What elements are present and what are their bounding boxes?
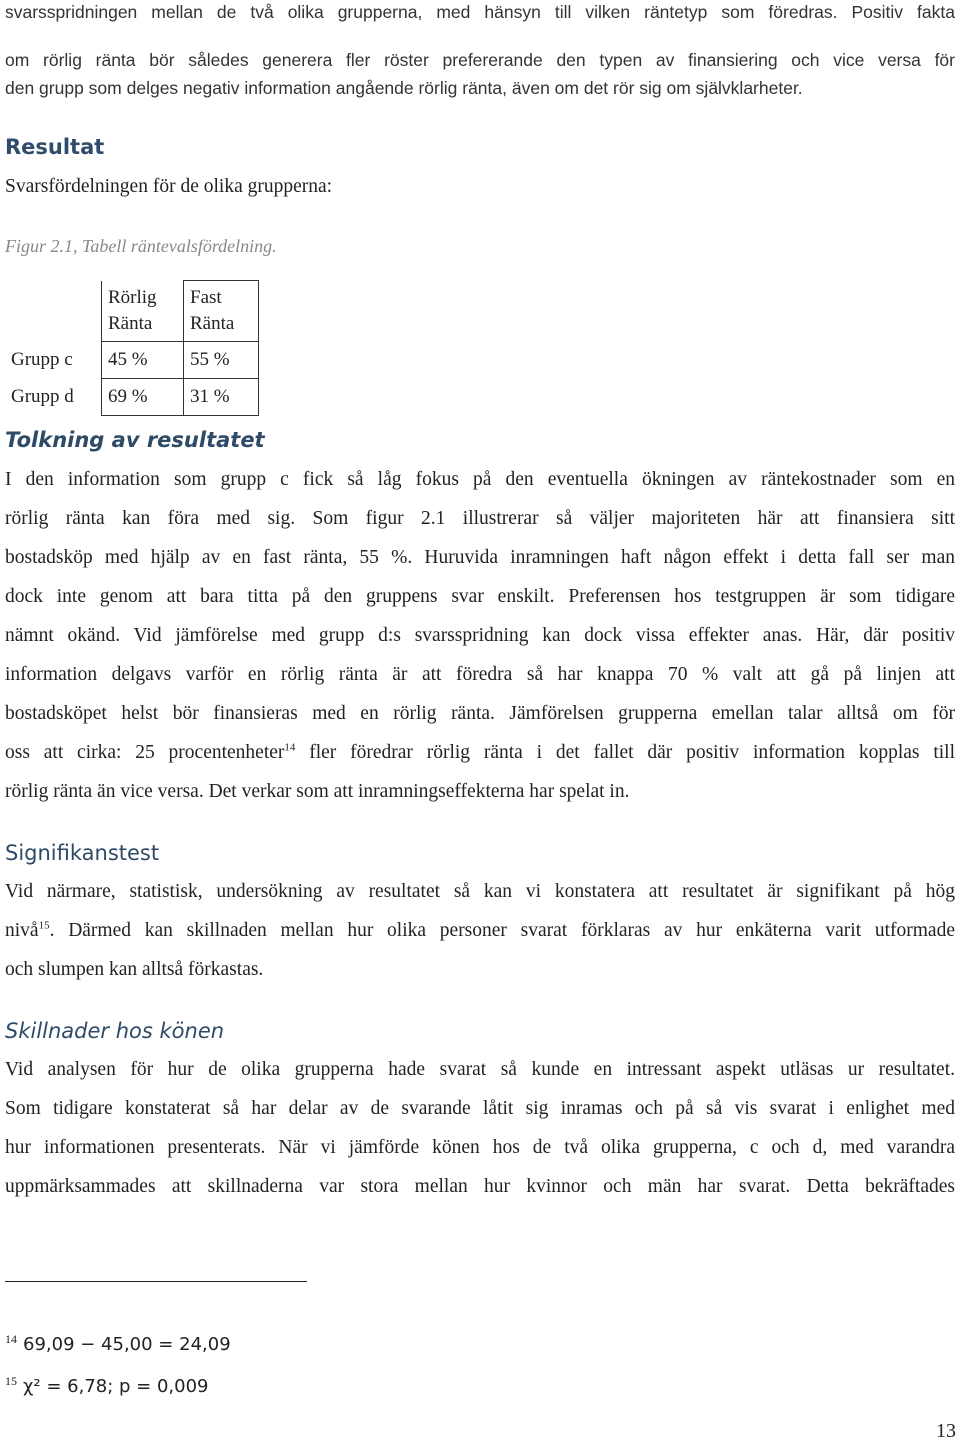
page-number: 13 (936, 1420, 956, 1442)
heading-tolkning: Tolkning av resultatet (5, 428, 265, 452)
column-header-fast (184, 281, 259, 342)
skillnader-line-4: uppmärksammades att skillnaderna var stora mellan hur kvinnor och män har svarat. Detta bekräftades (5, 1176, 955, 1197)
heading-signifikanstest: Signifikanstest (5, 841, 160, 865)
footnote-14-text: 69,09 − 45,00 = 24,09 (23, 1334, 231, 1355)
resultat-subtext: Svarsfördelningen för de olika grupperna: (5, 176, 333, 197)
tolkning-line-3: bostadsköp med hjälp av en fast ränta, 55 %. Huruvida inramningen haft någon effekt i detta fall ser man (5, 547, 955, 568)
footnote-separator (5, 1281, 307, 1282)
row-label-grupp-c: Grupp c (11, 349, 73, 370)
tolkning-line-5: nämnt okänd. Vid jämförelse med grupp d:s svarsspridning kan dock vissa effekter anas. Här, där positiv (5, 625, 955, 646)
tolkning-line-6: information delgavs varför en rörlig ränta är att föredra så har knappa 70 % valt att gå på linjen att (5, 664, 955, 685)
table-row (5, 342, 259, 379)
tolkning-line-1: I den information som grupp c fick så låg fokus på den eventuella ökningen av räntekostnader som en (5, 469, 955, 490)
column-header-rorlig (102, 281, 184, 342)
row-label-grupp-d: Grupp d (11, 386, 74, 407)
tolkning-line-8 (5, 741, 955, 765)
cell-grupp-d-fast: 31 % (184, 379, 259, 416)
rate-choice-table (5, 280, 259, 416)
signifikans-line-2 (5, 919, 955, 943)
table-corner-cell (5, 281, 102, 342)
skillnader-line-3: hur informationen presenterats. När vi jämförde könen hos de två olika grupperna, c och d, med varandra (5, 1137, 955, 1158)
signifikans-line-3: och slumpen kan alltså förkastas. (5, 959, 264, 980)
column-header-fast-line1: Fast (190, 287, 222, 308)
signifikans-line-2-start: nivå (5, 920, 39, 941)
table-header-row (5, 281, 259, 342)
cell-grupp-d-rorlig: 69 % (102, 379, 184, 416)
tolkning-line-2: rörlig ränta kan föra med sig. Som figur 2.1 illustrerar så väljer majoriteten här att finansiera sitt (5, 508, 955, 529)
tolkning-line-4: dock inte genom att bara titta på den gruppens svar enskilt. Preferensen hos testgruppen är som tidigare (5, 586, 955, 607)
column-header-fast-line2: Ränta (190, 313, 235, 334)
figure-caption: Figur 2.1, Tabell räntevalsfördelning. (5, 236, 277, 256)
signifikans-line-2-end: . Därmed kan skillnaden mellan hur olika personer svarat förklaras av hur enkäterna varit utformade (49, 920, 955, 941)
footnote-ref-15: 15 (38, 919, 50, 932)
skillnader-line-1: Vid analysen för hur de olika grupperna hade svarat så kunde en intressant aspekt utläsas ur resultatet. (5, 1059, 955, 1080)
footnote-15 (5, 1370, 208, 1398)
footnote-14-number: 14 (5, 1332, 17, 1346)
tolkning-line-8-start: oss att cirka: 25 procentenheter (5, 742, 285, 763)
footnote-14 (5, 1328, 231, 1356)
tolkning-line-8-end: fler föredrar rörlig ränta i det fallet där positiv information kopplas till (295, 742, 956, 763)
intro-line-1: svarsspridningen mellan de två olika grupperna, med hänsyn till vilken räntetyp som föredras. Positiv fakta (5, 2, 955, 22)
tolkning-line-7: bostadsköpet helst bör finansieras med en rörlig ränta. Jämförelsen grupperna emellan talar alltså om för (5, 703, 955, 724)
cell-grupp-c-rorlig: 45 % (102, 342, 184, 379)
tolkning-line-9: rörlig ränta än vice versa. Det verkar som att inramningseffekterna har spelat in. (5, 781, 630, 802)
skillnader-line-2: Som tidigare konstaterat så har delar av de svarande låtit sig inramas och på så vis svarat i enlighet med (5, 1098, 955, 1119)
intro-line-3: den grupp som delges negativ information angående rörlig ränta, även om det rör sig om självklarheter. (5, 78, 803, 98)
heading-skillnader: Skillnader hos könen (5, 1019, 225, 1043)
footnote-ref-14: 14 (284, 741, 296, 754)
signifikans-line-1: Vid närmare, statistisk, undersökning av resultatet så kan vi konstatera att resultatet är signifikant på hög (5, 881, 955, 902)
column-header-rorlig-line2: Ränta (108, 312, 153, 334)
column-header-rorlig-line1: Rörlig (108, 286, 157, 308)
intro-line-2: om rörlig ränta bör således generera fler röster prefererande den typen av finansiering och vice versa för (5, 50, 955, 70)
heading-resultat: Resultat (5, 135, 105, 159)
footnote-15-number: 15 (5, 1374, 17, 1388)
cell-grupp-c-fast: 55 % (184, 342, 259, 379)
table-row (5, 379, 259, 416)
footnote-15-text: χ² = 6,78; p = 0,009 (23, 1376, 209, 1397)
